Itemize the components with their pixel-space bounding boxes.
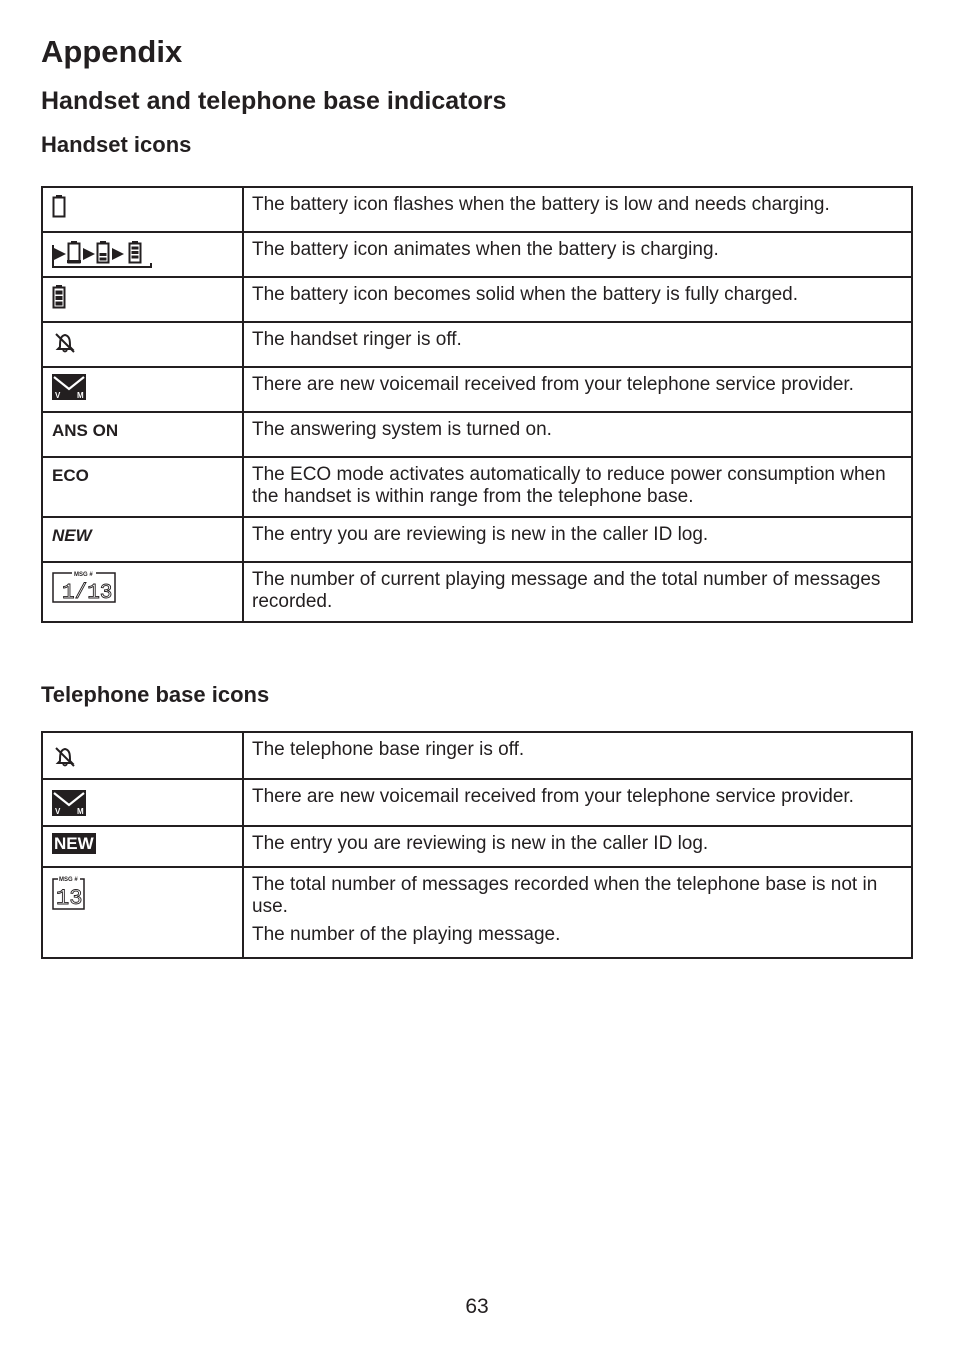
row-description [243,867,912,958]
page-title: Appendix [41,34,183,69]
icon-cell [42,867,243,958]
battery-full-icon [52,284,242,310]
icon-cell [42,277,243,322]
row-description: The battery icon flashes when the battery is low and needs charging. [243,187,912,232]
row-description: The handset ringer is off. [243,322,912,367]
icon-cell [42,232,243,277]
table-row [42,412,912,457]
row-description: There are new voicemail received from your telephone service provider. [243,779,912,826]
row-description: The ECO mode activates automatically to reduce power consumption when the handset is within range from the telephone base. [243,457,912,517]
battery-low-icon [52,194,242,218]
handset-icons-table [41,186,913,623]
section-title: Handset and telephone base indicators [41,87,507,115]
icon-cell [42,732,243,779]
ringer-off-icon [52,743,242,769]
svg-text:M: M [77,391,84,400]
icon-cell [42,517,243,562]
table-row [42,277,912,322]
row-description: The battery icon becomes solid when the battery is fully charged. [243,277,912,322]
handset-icons-heading: Handset icons [41,132,192,157]
ans-on-label: ANS ON [52,421,119,440]
base-icons-heading: Telephone base icons [41,682,270,707]
svg-text:1/13: 1/13 [62,582,113,603]
svg-text:MSG #: MSG # [59,877,78,883]
icon-cell [42,562,243,622]
table-row [42,187,912,232]
table-row [42,826,912,867]
table-row [42,517,912,562]
icon-cell [42,779,243,826]
table-row [42,779,912,826]
row-description: There are new voicemail received from your telephone service provider. [243,367,912,412]
new-label: NEW [52,526,92,545]
row-description: The telephone base ringer is off. [243,732,912,779]
row-description: The answering system is turned on. [243,412,912,457]
icon-cell [42,412,243,457]
icon-cell [42,187,243,232]
base-icons-table [41,731,913,959]
table-row [42,322,912,367]
message-counter-icon [52,874,242,910]
battery-charging-icon [52,239,242,269]
row-description: The entry you are reviewing is new in the caller ID log. [243,517,912,562]
table-row [42,732,912,779]
row-description: The entry you are reviewing is new in the caller ID log. [243,826,912,867]
svg-text:MSG #: MSG # [74,572,93,578]
row-description-line: The total number of messages recorded when the telephone base is not in use. [252,874,878,917]
table-row [42,867,912,958]
voicemail-icon [52,790,242,816]
svg-text:V: V [55,807,61,816]
icon-cell [42,367,243,412]
row-description: The battery icon animates when the battery is charging. [243,232,912,277]
svg-text:V: V [55,391,61,400]
row-description-line: The number of the playing message. [252,924,561,945]
svg-text:13: 13 [56,886,83,910]
new-badge: NEW [54,834,94,853]
table-row [42,457,912,517]
page-number: 63 [465,1295,489,1318]
table-row [42,232,912,277]
voicemail-icon [52,374,242,400]
table-row [42,367,912,412]
ringer-off-icon [52,329,242,355]
message-counter-icon [52,569,242,603]
icon-cell [42,826,243,867]
row-description: The number of current playing message and the total number of messages recorded. [243,562,912,622]
table-row [42,562,912,622]
icon-cell [42,457,243,517]
eco-label: ECO [52,466,89,485]
svg-text:M: M [77,807,84,816]
icon-cell [42,322,243,367]
